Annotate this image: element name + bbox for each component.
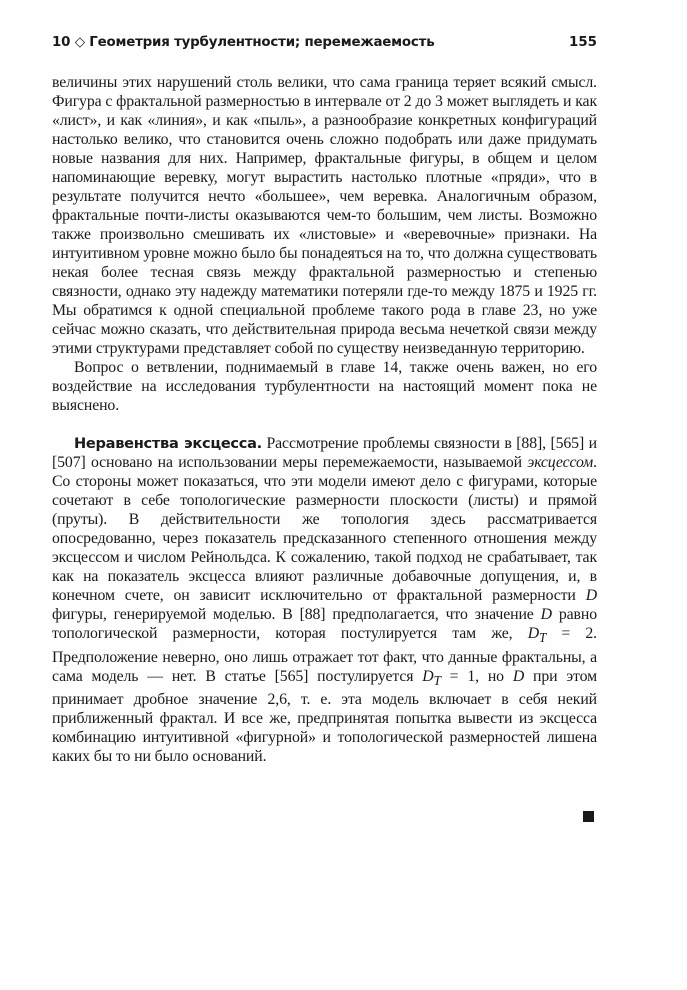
p3-eq-2: = 1, но [449, 667, 504, 685]
math-D-2: D [540, 606, 552, 624]
p3-text-e: при этом принимает дробное значение 2,6, т. е. эта модель включает в себя некий приближенный фрактал. И все же, предпринятая попытка вывести из эксцесса комбинацию интуитивной «фигурной» и топологической размерностей лишена каких бы то ни было оснований. [52, 667, 597, 765]
running-title: 10 ◇ Геометрия турбулентности; перемежаемость [52, 35, 435, 50]
section-heading: Неравенства эксцесса. [74, 435, 262, 453]
end-of-section-square [583, 811, 594, 822]
math-DT-1: $D_T$ [527, 625, 547, 646]
p3-eq-1: = 2. Предположение неверно, оно лишь отражает тот факт, что данные фрактальны, а сама модель — нет. В статье [565] постулируется [52, 625, 597, 685]
paragraph-2: Вопрос о ветвлении, поднимаемый в главе 14, также очень важен, но его воздействие на исследования турбулентности на настоящий момент пока не выяснено. [52, 359, 597, 415]
p3-text-c: фигуры, генерируемой моделью. В [88] предполагается, что значение [52, 606, 534, 624]
math-D-1: D [585, 587, 597, 605]
p3-text-d: равно топологической размерности, которая постулируется там же, [52, 606, 597, 643]
page-header [52, 35, 597, 57]
italic-term: эксцессом [527, 454, 594, 472]
p3-text-b: . Со стороны может показаться, что эти модели имеют дело с фигурами, которые сочетают в себе топологические размерности плоскости (листы) и прямой (пруты). В действительности же топология здесь рассматривается опосредованно, через показатель предсказанного степенного отношения между эксцессом и числом Рейнольдса. К сожалению, такой подход не срабатывает, так как на показатель эксцесса влияют различные добавочные допущения, и, в конечном счете, он зависит исключительно от фрактальной размерности [52, 454, 597, 605]
math-DT-2: $D_T$ [422, 667, 441, 688]
body-text [52, 73, 597, 766]
paragraph-3 [52, 434, 597, 766]
p3-text-a: Рассмотрение проблемы связности в [88], [565] и [507] основано на использовании меры перемежаемости, называемой [52, 435, 597, 472]
page-number: 155 [569, 35, 597, 50]
paragraph-1: величины этих нарушений столь велики, что сама граница теряет всякий смысл. Фигура с фрактальной размерностью в интервале от 2 до 3 может выглядеть и как «лист», и как «линия», и как «пыль», а разнообразие конкретных конфигураций настолько велико, что становится очень сложно подобрать или даже придумать новые названия для них. Например, фрактальные фигуры, в общем и целом напоминающие веревку, могут вырастить настолько плотные «пряди», что в результате получится нечто «большее», чем веревка. Аналогичным образом, фрактальные почти-листы оказываются чем-то большим, чем листы. Возможно также произвольно смешивать их «листовые» и «веревочные» признаки. На интуитивном уровне можно было бы понадеяться на то, что должна существовать некая более тесная связь между фрактальной размерностью и степенью связности, однако эту надежду математики потеряли где-то между 1875 и 1925 гг. Мы обратимся к одной специальной проблеме такого рода в главе 23, но уже сейчас можно сказать, что действительная природа весьма нечеткой связи между этими структурами представляет собой по существу неизведанную территорию. [52, 74, 597, 358]
math-D-3: D [512, 667, 525, 685]
